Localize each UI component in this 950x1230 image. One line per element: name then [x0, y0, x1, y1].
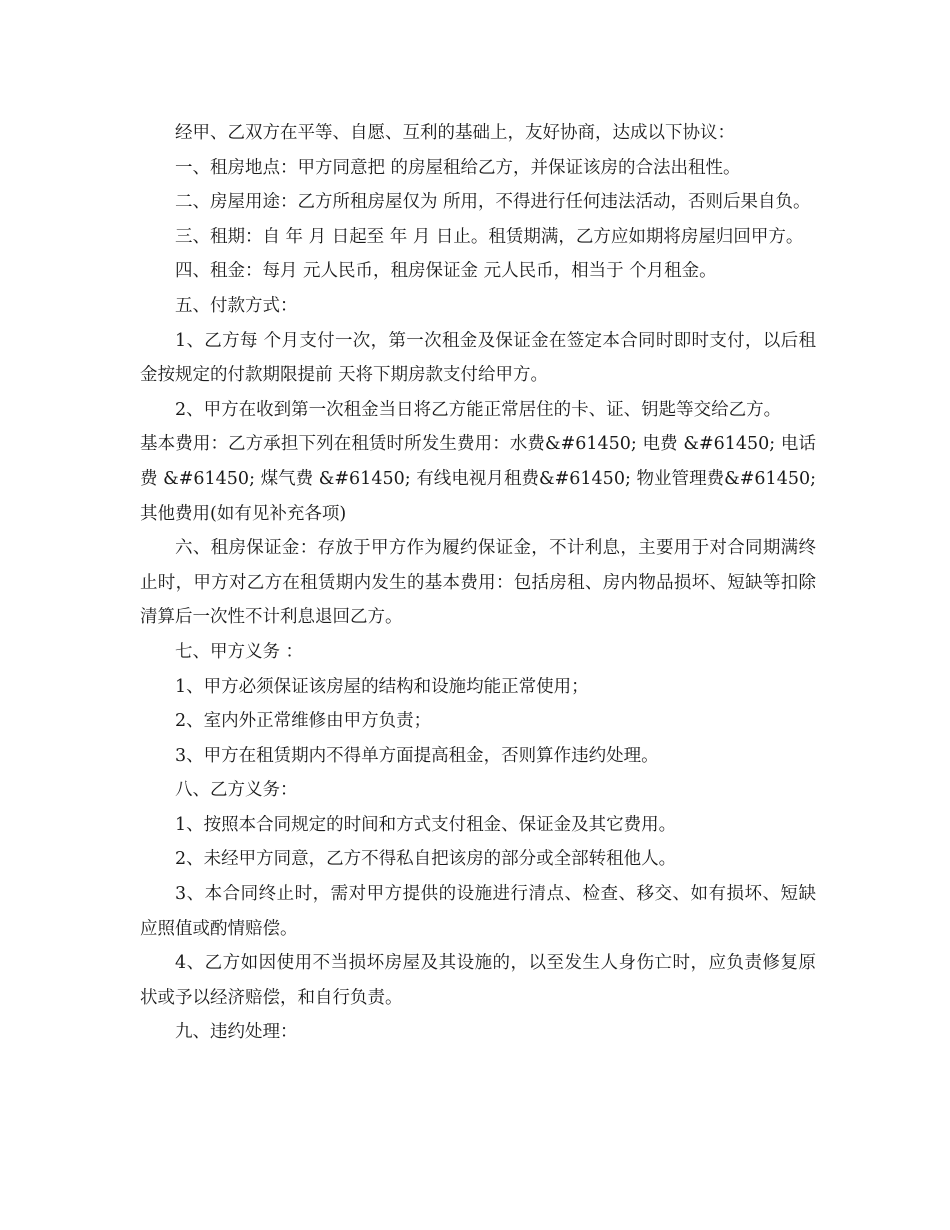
paragraph-clause-8-party-b: 八、乙方义务：	[175, 780, 298, 801]
paragraph-clause-9-breach: 九、违约处理：	[175, 1022, 298, 1043]
paragraph-party-b-item-3: 3、本合同终止时，需对甲方提供的设施进行清点、检查、移交、如有损坏、短缺应照值或酌情赔偿。	[140, 884, 816, 939]
paragraph-intro: 经甲、乙双方在平等、自愿、互利的基础上，友好协商，达成以下协议：	[175, 123, 735, 143]
paragraph-party-a-item-3: 3、甲方在租赁期内不得单方面提高租金，否则算作违约处理。	[175, 745, 659, 766]
paragraph-clause-6-deposit: 六、租房保证金：存放于甲方作为履约保证金，不计利息，主要用于对合同期满终止时，甲方对乙方在租赁期内发生的基本费用：包括房租、房内物品损坏、短缺等扣除清算后一次性不计利息退回乙方。	[140, 538, 816, 628]
paragraph-clause-7-party-a: 七、甲方义务 ：	[175, 641, 304, 662]
paragraph-clause-2-usage: 二、房屋用途：乙方所租房屋仅为 所用，不得进行任何违法活动，否则后果自负。	[175, 192, 811, 213]
paragraph-party-b-item-4: 4、乙方如因使用不当损坏房屋及其设施的，以至发生人身伤亡时，应负责修复原状或予以经济赔偿，和自行负责。	[140, 953, 816, 1008]
paragraph-payment-item-2: 2、甲方在收到第一次租金当日将乙方能正常居住的卡、证、钥匙等交给乙方。	[175, 399, 782, 420]
paragraph-clause-3-term: 三、租期：自 年 月 日起至 年 月 日止。租赁期满，乙方应如期将房屋归回甲方。	[175, 226, 804, 247]
paragraph-party-a-item-2: 2、室内外正常维修由甲方负责；	[175, 711, 432, 732]
paragraph-party-a-item-1: 1、甲方必须保证该房屋的结构和设施均能正常使用；	[175, 676, 589, 697]
document-body	[140, 116, 822, 1050]
paragraph-clause-5-payment: 五、付款方式：	[175, 295, 298, 316]
paragraph-party-b-item-2: 2、未经甲方同意，乙方不得私自把该房的部分或全部转租他人。	[175, 849, 677, 870]
paragraph-clause-4-rent: 四、租金：每月 元人民币，租房保证金 元人民币，相当于 个月租金。	[175, 261, 717, 282]
paragraph-clause-1-location: 一、租房地点：甲方同意把 的房屋租给乙方，并保证该房的合法出租性。	[175, 157, 741, 178]
paragraph-payment-item-1: 1、乙方每 个月支付一次，第一次租金及保证金在签定本合同时即时支付，以后租金按规定的付款期限提前 天将下期房款支付给甲方。	[140, 330, 816, 386]
paragraph-basic-fees: 基本费用：乙方承担下列在租赁时所发生费用：水费&#61450; 电费 &#61450; 电话费 &#61450; 煤气费 &#61450; 有线电视月租费&#61450; 物业管理费&#61450; 其他费用(如有见补充各项)	[140, 434, 822, 524]
paragraph-party-b-item-1: 1、按照本合同规定的时间和方式支付租金、保证金及其它费用。	[175, 814, 677, 835]
